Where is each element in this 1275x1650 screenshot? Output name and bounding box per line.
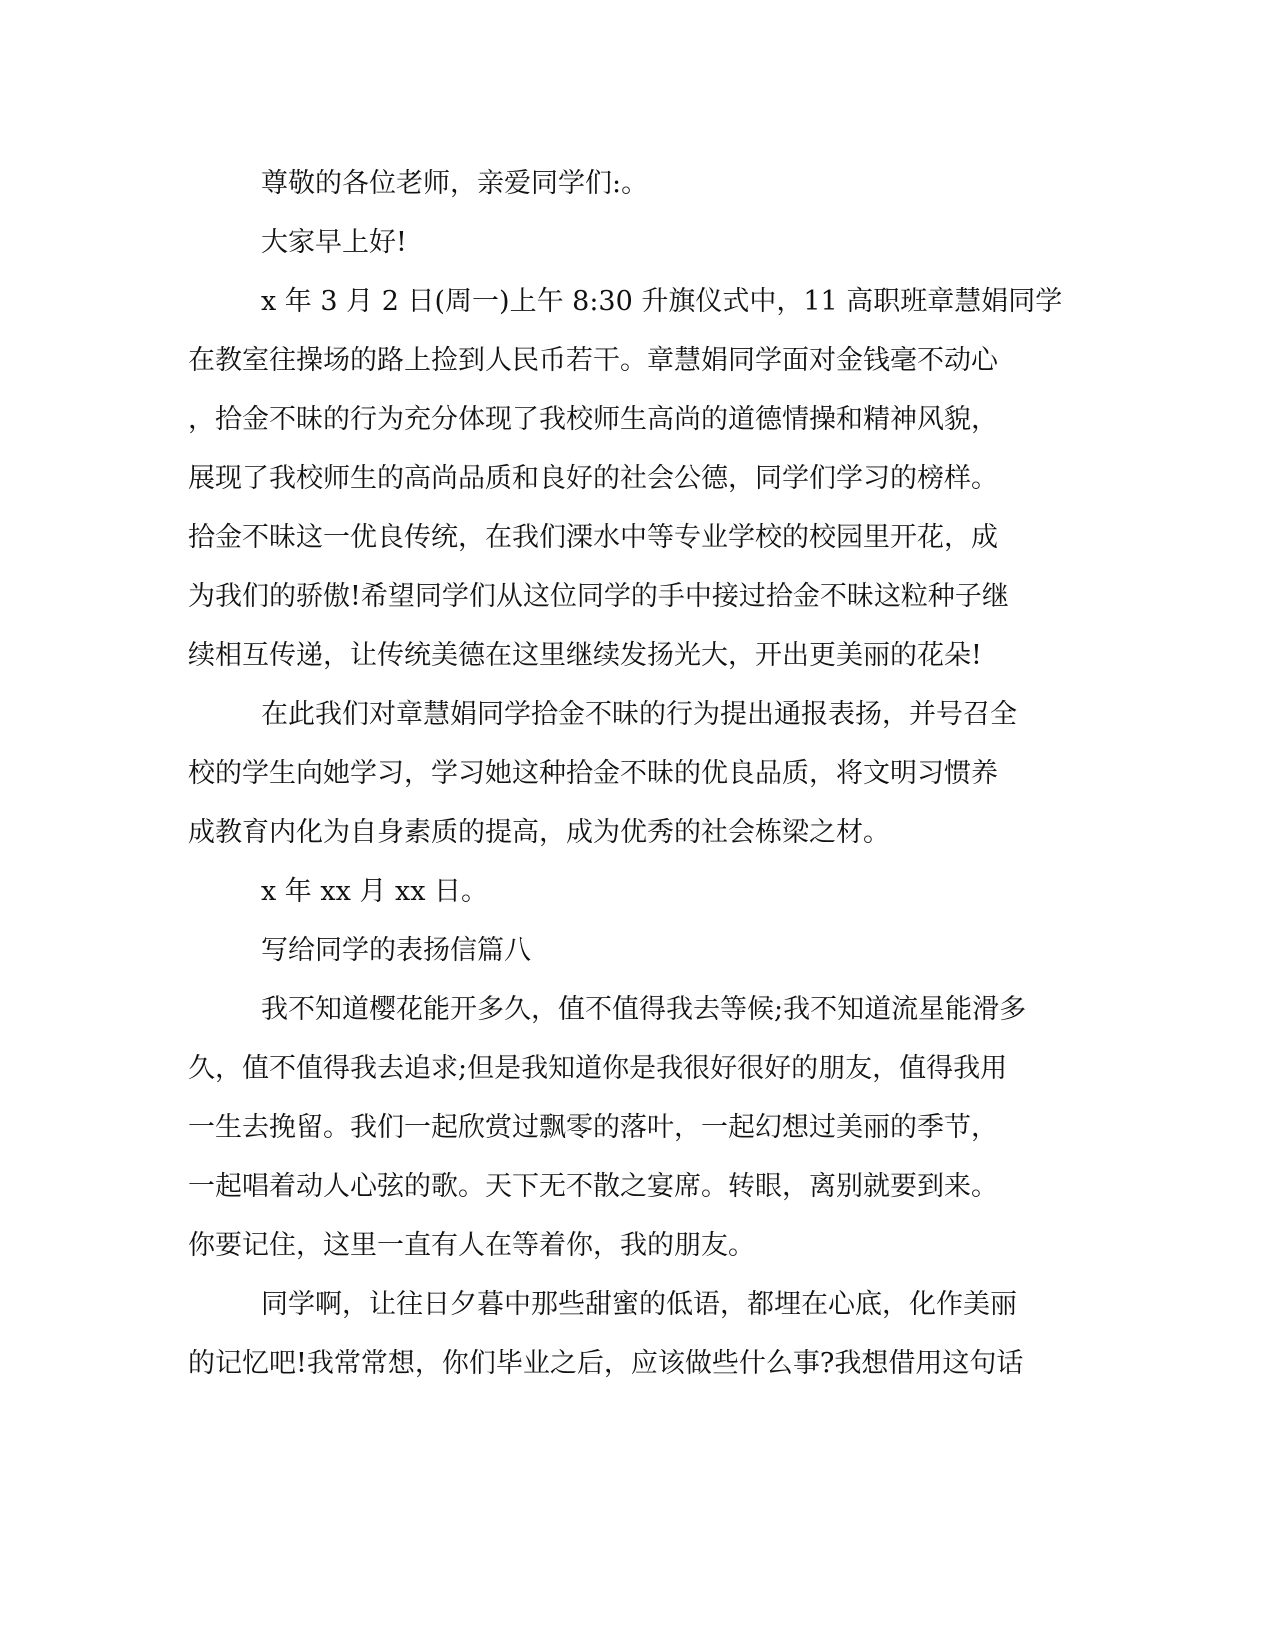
paragraph-line: 的记忆吧!我常常想，你们毕业之后，应该做些什么事?我想借用这句话 [188,1348,1024,1379]
paragraph-line: 久，值不值得我去追求;但是我知道你是我很好很好的朋友，值得我用 [188,1053,1008,1084]
greeting-line: 大家早上好! [261,227,407,258]
paragraph-line: 拾金不昧这一优良传统，在我们溧水中等专业学校的校园里开花，成 [188,522,998,553]
date-line: x 年 xx 月 xx 日。 [261,876,489,907]
paragraph-line: 你要记住，这里一直有人在等着你，我的朋友。 [188,1230,755,1261]
paragraph-line: 成教育内化为自身素质的提高，成为优秀的社会栋梁之材。 [188,817,890,848]
paragraph-line: 校的学生向她学习，学习她这种拾金不昧的优良品质，将文明习惯养 [188,758,998,789]
paragraph-line: x 年 3 月 2 日(周一)上午 8:30 升旗仪式中，11 高职班章慧娟同学 [261,286,1063,317]
paragraph-line: 同学啊，让往日夕暮中那些甜蜜的低语，都埋在心底，化作美丽 [261,1289,1017,1320]
paragraph-line: 一生去挽留。我们一起欣赏过飘零的落叶，一起幻想过美丽的季节， [188,1112,998,1143]
paragraph-line: 在此我们对章慧娟同学拾金不昧的行为提出通报表扬，并号召全 [261,699,1017,730]
paragraph-line: 我不知道樱花能开多久，值不值得我去等候;我不知道流星能滑多 [261,994,1027,1025]
paragraph-line: ，拾金不昧的行为充分体现了我校师生高尚的道德情操和精神风貌， [188,404,998,435]
paragraph-line: 续相互传递，让传统美德在这里继续发扬光大，开出更美丽的花朵! [188,640,982,671]
salutation-line: 尊敬的各位老师，亲爱同学们:。 [261,168,649,199]
paragraph-line: 在教室往操场的路上捡到人民币若干。章慧娟同学面对金钱毫不动心 [188,345,998,376]
paragraph-line: 为我们的骄傲!希望同学们从这位同学的手中接过拾金不昧这粒种子继 [188,581,1009,612]
paragraph-line: 展现了我校师生的高尚品质和良好的社会公德，同学们学习的榜样。 [188,463,998,494]
section-title: 写给同学的表扬信篇八 [261,935,531,966]
paragraph-line: 一起唱着动人心弦的歌。天下无不散之宴席。转眼，离别就要到来。 [188,1171,998,1202]
